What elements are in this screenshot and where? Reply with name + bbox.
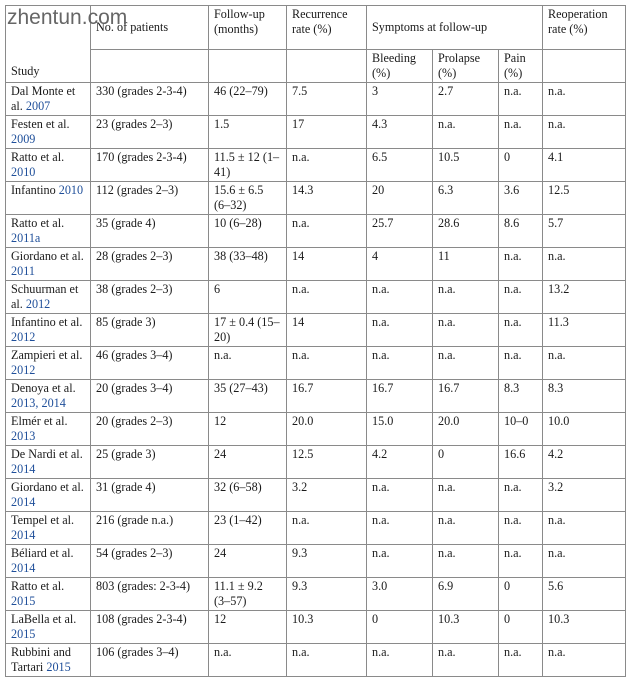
cell-prolapse: n.a. <box>433 347 499 380</box>
cell-pain: 0 <box>499 149 543 182</box>
cell-patients: 28 (grades 2–3) <box>91 248 209 281</box>
cell-bleeding: 4 <box>367 248 433 281</box>
cell-patients: 108 (grades 2-3-4) <box>91 611 209 644</box>
study-year-link[interactable]: 2015 <box>11 594 36 608</box>
cell-bleeding: 3 <box>367 83 433 116</box>
cell-followup: 35 (27–43) <box>209 380 287 413</box>
cell-pain: n.a. <box>499 83 543 116</box>
cell-prolapse: 28.6 <box>433 215 499 248</box>
cell-followup: 12 <box>209 413 287 446</box>
cell-study <box>6 446 91 479</box>
cell-patients: 170 (grades 2-3-4) <box>91 149 209 182</box>
study-name: LaBella et al. <box>11 612 77 626</box>
header-followup: Follow-up (months) <box>209 6 287 50</box>
header-followup-sub <box>209 50 287 83</box>
table-row <box>6 215 626 248</box>
cell-recurrence: n.a. <box>287 281 367 314</box>
cell-followup: 38 (33–48) <box>209 248 287 281</box>
cell-reoperation: n.a. <box>543 545 626 578</box>
cell-prolapse: 10.3 <box>433 611 499 644</box>
cell-patients: 803 (grades: 2-3-4) <box>91 578 209 611</box>
cell-pain: n.a. <box>499 644 543 677</box>
cell-study <box>6 479 91 512</box>
cell-patients: 38 (grades 2–3) <box>91 281 209 314</box>
cell-recurrence: n.a. <box>287 215 367 248</box>
study-year-link[interactable]: 2015 <box>11 627 36 641</box>
cell-recurrence: n.a. <box>287 512 367 545</box>
cell-bleeding: n.a. <box>367 545 433 578</box>
table-row <box>6 446 626 479</box>
cell-bleeding: n.a. <box>367 479 433 512</box>
cell-recurrence: 7.5 <box>287 83 367 116</box>
table-row <box>6 380 626 413</box>
table-row <box>6 644 626 677</box>
cell-recurrence: 17 <box>287 116 367 149</box>
cell-study <box>6 248 91 281</box>
cell-reoperation: n.a. <box>543 83 626 116</box>
table-row <box>6 314 626 347</box>
study-name: Ratto et al. <box>11 216 65 230</box>
cell-followup: 6 <box>209 281 287 314</box>
cell-prolapse: 20.0 <box>433 413 499 446</box>
cell-bleeding: 4.3 <box>367 116 433 149</box>
cell-study <box>6 215 91 248</box>
cell-prolapse: n.a. <box>433 314 499 347</box>
cell-study <box>6 512 91 545</box>
cell-followup: 24 <box>209 545 287 578</box>
cell-study <box>6 314 91 347</box>
header-bleeding: Bleeding (%) <box>367 50 433 83</box>
study-year-link[interactable]: 2012 <box>11 330 36 344</box>
study-name: De Nardi et al. <box>11 447 83 461</box>
table-row <box>6 182 626 215</box>
header-reoperation-sub <box>543 50 626 83</box>
cell-recurrence: 14 <box>287 248 367 281</box>
cell-prolapse: n.a. <box>433 281 499 314</box>
study-name: Ratto et al. <box>11 150 65 164</box>
cell-reoperation: 5.7 <box>543 215 626 248</box>
cell-followup: 15.6 ± 6.5 (6–32) <box>209 182 287 215</box>
cell-patients: 216 (grade n.a.) <box>91 512 209 545</box>
cell-pain: n.a. <box>499 512 543 545</box>
cell-bleeding: n.a. <box>367 644 433 677</box>
cell-prolapse: 0 <box>433 446 499 479</box>
cell-pain: n.a. <box>499 545 543 578</box>
cell-recurrence: 9.3 <box>287 545 367 578</box>
cell-patients: 54 (grades 2–3) <box>91 545 209 578</box>
cell-reoperation: 5.6 <box>543 578 626 611</box>
cell-recurrence: 9.3 <box>287 578 367 611</box>
cell-study <box>6 149 91 182</box>
cell-bleeding: 16.7 <box>367 380 433 413</box>
cell-recurrence: 3.2 <box>287 479 367 512</box>
cell-patients: 46 (grades 3–4) <box>91 347 209 380</box>
cell-pain: n.a. <box>499 314 543 347</box>
cell-pain: 3.6 <box>499 182 543 215</box>
header-pain: Pain (%) <box>499 50 543 83</box>
cell-followup: 10 (6–28) <box>209 215 287 248</box>
cell-recurrence: 14 <box>287 314 367 347</box>
table-row <box>6 512 626 545</box>
cell-reoperation: n.a. <box>543 116 626 149</box>
cell-bleeding: 0 <box>367 611 433 644</box>
study-name: Béliard et al. <box>11 546 74 560</box>
cell-reoperation: 10.0 <box>543 413 626 446</box>
table-row <box>6 83 626 116</box>
study-name: Schuurman et al. <box>11 282 79 311</box>
cell-reoperation: n.a. <box>543 347 626 380</box>
header-study: Study <box>6 6 91 83</box>
study-name: Rubbini and Tartari <box>11 645 71 674</box>
cell-followup: 32 (6–58) <box>209 479 287 512</box>
cell-bleeding: n.a. <box>367 347 433 380</box>
cell-reoperation: 13.2 <box>543 281 626 314</box>
header-symptoms: Symptoms at follow-up <box>367 6 543 50</box>
study-results-table <box>5 5 626 677</box>
cell-reoperation: 4.2 <box>543 446 626 479</box>
cell-followup: 23 (1–42) <box>209 512 287 545</box>
cell-followup: 11.5 ± 12 (1–41) <box>209 149 287 182</box>
cell-pain: 0 <box>499 578 543 611</box>
cell-reoperation: n.a. <box>543 644 626 677</box>
cell-followup: n.a. <box>209 644 287 677</box>
cell-reoperation: n.a. <box>543 248 626 281</box>
cell-study <box>6 380 91 413</box>
study-name: Ratto et al. <box>11 579 65 593</box>
cell-prolapse: 11 <box>433 248 499 281</box>
cell-bleeding: n.a. <box>367 314 433 347</box>
table-row <box>6 281 626 314</box>
cell-followup: 24 <box>209 446 287 479</box>
study-year-link[interactable]: 2009 <box>11 132 36 146</box>
header-prolapse: Prolapse (%) <box>433 50 499 83</box>
header-patients-sub <box>91 50 209 83</box>
cell-study <box>6 413 91 446</box>
study-year-link[interactable]: 2010 <box>11 165 36 179</box>
cell-study <box>6 281 91 314</box>
cell-prolapse: 10.5 <box>433 149 499 182</box>
cell-bleeding: 25.7 <box>367 215 433 248</box>
cell-study <box>6 611 91 644</box>
cell-recurrence: n.a. <box>287 149 367 182</box>
cell-study <box>6 182 91 215</box>
cell-prolapse: 16.7 <box>433 380 499 413</box>
cell-pain: 8.3 <box>499 380 543 413</box>
cell-pain: n.a. <box>499 116 543 149</box>
cell-bleeding: 20 <box>367 182 433 215</box>
table-row <box>6 578 626 611</box>
table-row <box>6 149 626 182</box>
study-name: Denoya et al. <box>11 381 76 395</box>
cell-prolapse: 6.9 <box>433 578 499 611</box>
cell-reoperation: 11.3 <box>543 314 626 347</box>
cell-recurrence: n.a. <box>287 644 367 677</box>
cell-patients: 20 (grades 3–4) <box>91 380 209 413</box>
cell-bleeding: 3.0 <box>367 578 433 611</box>
cell-pain: 0 <box>499 611 543 644</box>
table-row <box>6 248 626 281</box>
cell-prolapse: n.a. <box>433 479 499 512</box>
header-recurrence: Recurrence rate (%) <box>287 6 367 50</box>
cell-recurrence: 10.3 <box>287 611 367 644</box>
cell-study <box>6 116 91 149</box>
study-name: Infantino <box>11 183 56 197</box>
study-year-link[interactable]: 2014 <box>11 462 36 476</box>
header-recurrence-sub <box>287 50 367 83</box>
table-row <box>6 479 626 512</box>
study-year-link[interactable]: 2012 <box>25 297 51 311</box>
cell-reoperation: 3.2 <box>543 479 626 512</box>
study-year-link[interactable]: 2014 <box>11 561 36 575</box>
study-name: Giordano et al. <box>11 480 84 494</box>
cell-pain: 16.6 <box>499 446 543 479</box>
study-year-link[interactable]: 2013 <box>11 429 36 443</box>
table-row <box>6 413 626 446</box>
cell-patients: 35 (grade 4) <box>91 215 209 248</box>
study-year-link[interactable]: 2007 <box>25 99 51 113</box>
cell-recurrence: n.a. <box>287 347 367 380</box>
cell-pain: n.a. <box>499 248 543 281</box>
cell-reoperation: n.a. <box>543 512 626 545</box>
cell-reoperation: 4.1 <box>543 149 626 182</box>
cell-bleeding: 6.5 <box>367 149 433 182</box>
cell-patients: 112 (grades 2–3) <box>91 182 209 215</box>
cell-study <box>6 347 91 380</box>
study-year-link[interactable]: 2011a <box>11 231 41 245</box>
cell-patients: 25 (grade 3) <box>91 446 209 479</box>
cell-bleeding: 4.2 <box>367 446 433 479</box>
study-name: Dal Monte et al. <box>11 84 76 113</box>
cell-prolapse: n.a. <box>433 545 499 578</box>
cell-bleeding: n.a. <box>367 512 433 545</box>
study-year-link[interactable]: 2015 <box>46 660 71 674</box>
cell-pain: n.a. <box>499 479 543 512</box>
cell-patients: 85 (grade 3) <box>91 314 209 347</box>
cell-followup: n.a. <box>209 347 287 380</box>
cell-followup: 17 ± 0.4 (15–20) <box>209 314 287 347</box>
cell-recurrence: 20.0 <box>287 413 367 446</box>
cell-reoperation: 8.3 <box>543 380 626 413</box>
cell-recurrence: 12.5 <box>287 446 367 479</box>
cell-study <box>6 644 91 677</box>
table-body <box>6 83 626 677</box>
cell-reoperation: 10.3 <box>543 611 626 644</box>
study-name: Infantino et al. <box>11 315 83 329</box>
cell-prolapse: 6.3 <box>433 182 499 215</box>
study-name: Festen et al. <box>11 117 70 131</box>
study-name: Giordano et al. <box>11 249 84 263</box>
cell-pain: 8.6 <box>499 215 543 248</box>
cell-recurrence: 14.3 <box>287 182 367 215</box>
table-header <box>6 6 626 83</box>
study-year-link[interactable]: 2014 <box>11 495 36 509</box>
study-name: Elmér et al. <box>11 414 68 428</box>
study-name: Tempel et al. <box>11 513 75 527</box>
study-year-link[interactable]: 2010 <box>58 183 84 197</box>
cell-patients: 23 (grades 2–3) <box>91 116 209 149</box>
table-row <box>6 347 626 380</box>
header-patients: No. of patients <box>91 6 209 50</box>
table-row <box>6 116 626 149</box>
study-year-link[interactable]: 2014 <box>11 528 36 542</box>
cell-reoperation: 12.5 <box>543 182 626 215</box>
cell-study <box>6 545 91 578</box>
cell-followup: 11.1 ± 9.2 (3–57) <box>209 578 287 611</box>
cell-study <box>6 83 91 116</box>
table-row <box>6 611 626 644</box>
cell-bleeding: n.a. <box>367 281 433 314</box>
cell-pain: 10–0 <box>499 413 543 446</box>
study-year-link[interactable]: 2012 <box>11 363 36 377</box>
cell-followup: 12 <box>209 611 287 644</box>
study-name: Zampieri et al. <box>11 348 83 362</box>
cell-prolapse: n.a. <box>433 512 499 545</box>
cell-prolapse: n.a. <box>433 116 499 149</box>
cell-pain: n.a. <box>499 281 543 314</box>
study-year-link[interactable]: 2011 <box>11 264 35 278</box>
cell-recurrence: 16.7 <box>287 380 367 413</box>
table-row <box>6 545 626 578</box>
cell-patients: 20 (grades 2–3) <box>91 413 209 446</box>
cell-patients: 31 (grade 4) <box>91 479 209 512</box>
cell-followup: 1.5 <box>209 116 287 149</box>
cell-prolapse: n.a. <box>433 644 499 677</box>
cell-pain: n.a. <box>499 347 543 380</box>
site-watermark: zhentun.com <box>7 6 128 29</box>
header-reoperation: Reoperation rate (%) <box>543 6 626 50</box>
study-year-link[interactable]: 2013, 2014 <box>11 396 66 410</box>
cell-patients: 106 (grades 3–4) <box>91 644 209 677</box>
cell-study <box>6 578 91 611</box>
cell-bleeding: 15.0 <box>367 413 433 446</box>
cell-patients: 330 (grades 2-3-4) <box>91 83 209 116</box>
cell-prolapse: 2.7 <box>433 83 499 116</box>
cell-followup: 46 (22–79) <box>209 83 287 116</box>
